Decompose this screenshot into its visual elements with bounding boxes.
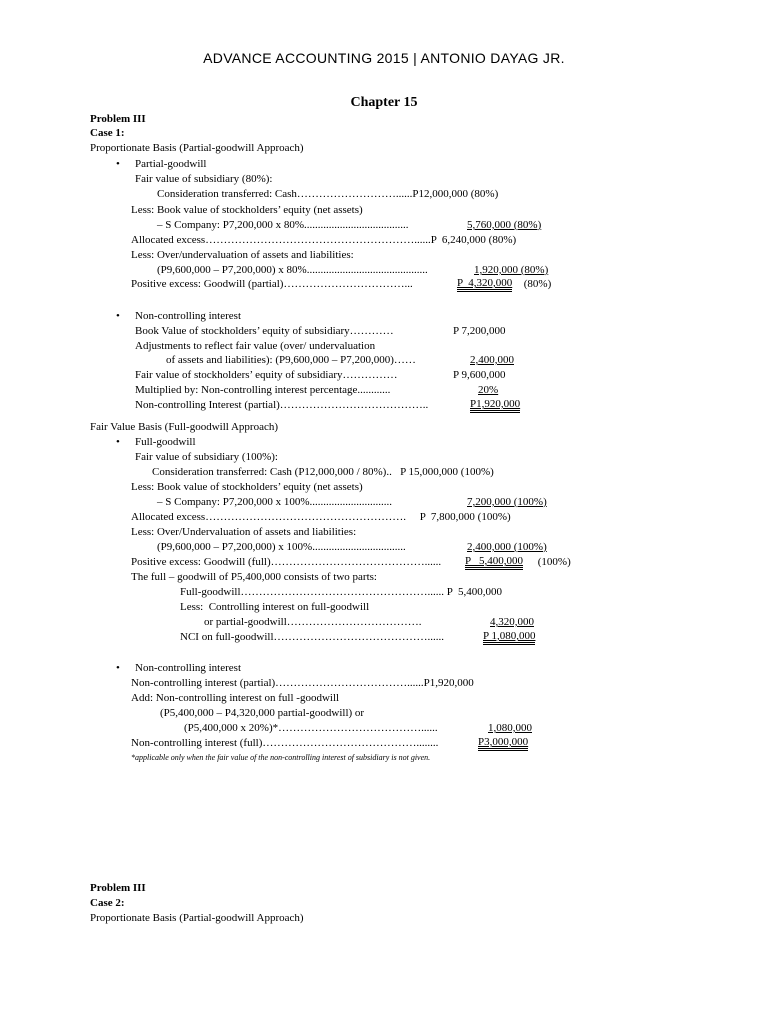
- text-line: Adjustments to reflect fair value (over/ undervaluation: [135, 340, 376, 352]
- amount-value: 1,080,000: [488, 722, 532, 734]
- amount-value: 20%: [478, 384, 499, 396]
- text-line: – S Company: P7,200,000 x 80%......................................: [157, 219, 409, 231]
- text-line: Non-controlling interest (full)……………………………………........: [131, 737, 439, 749]
- total-amount: P 5,400,000: [465, 555, 523, 570]
- case-heading: Case 1:: [90, 127, 125, 139]
- amount-value: P 9,600,000: [453, 369, 506, 381]
- text-line: NCI on full-goodwill……………………………………......: [180, 631, 444, 643]
- text-line: Consideration transferred: Cash (P12,000,000 / 80%).. P 15,000,000 (100%): [152, 466, 494, 478]
- text-line: Allocated excess………………………………………………. P 7,800,000 (100%): [131, 511, 511, 523]
- text-line: Less: Book value of stockholders’ equity (net assets): [131, 481, 363, 493]
- amount-value: 7,200,000 (100%): [467, 496, 547, 508]
- section-heading: Proportionate Basis (Partial-goodwill Approach): [90, 912, 304, 924]
- text-line: Full-goodwill……………………………………………...... P 5,400,000: [180, 586, 502, 598]
- text-line: of assets and liabilities): (P9,600,000 – P7,200,000)……: [166, 354, 416, 366]
- text-line: Positive excess: Goodwill (full)……………………………………......: [131, 556, 442, 568]
- text-line: Less: Book value of stockholders’ equity (net assets): [131, 204, 363, 216]
- text-line: (P5,400,000 – P4,320,000 partial-goodwill) or: [160, 707, 365, 719]
- section-heading: Proportionate Basis (Partial-goodwill Approach): [90, 142, 304, 154]
- chapter-title: Chapter 15: [350, 95, 418, 110]
- text-line: Non-controlling Interest (partial)…………………………………..: [135, 399, 429, 411]
- amount-value: 2,400,000: [470, 354, 514, 366]
- text-line: Allocated excess…………………………………………………......P 6,240,000 (80%): [131, 234, 517, 246]
- amount-value: 2,400,000 (100%): [467, 541, 547, 553]
- text-line: Book Value of stockholders’ equity of subsidiary…………: [135, 325, 394, 337]
- bullet-icon: •: [116, 436, 120, 448]
- text-line: Consideration transferred: Cash………………………......P12,000,000 (80%): [157, 188, 499, 200]
- amount-percent: (80%): [521, 278, 552, 290]
- footnote: *applicable only when the fair value of the non-controlling interest of subsidiary is not given.: [131, 753, 431, 762]
- problem-heading: Problem III: [90, 113, 146, 125]
- text-line: Fair value of stockholders’ equity of subsidiary……………: [135, 369, 398, 381]
- text-line: Less: Controlling interest on full-goodwill: [180, 601, 370, 613]
- section-heading: Fair Value Basis (Full-goodwill Approach): [90, 421, 278, 433]
- subsection-heading: Full-goodwill: [135, 436, 196, 448]
- subsection-heading: Partial-goodwill: [135, 158, 207, 170]
- problem-heading: Problem III: [90, 882, 146, 894]
- text-line: (P5,400,000 x 20%)*…………………………………......: [184, 722, 438, 734]
- total-amount: P 4,320,000: [457, 277, 512, 292]
- bullet-icon: •: [116, 310, 120, 322]
- text-line: Add: Non-controlling interest on full -goodwill: [131, 692, 340, 704]
- amount-value: 5,760,000 (80%): [467, 219, 542, 231]
- subsection-heading: Non-controlling interest: [135, 662, 242, 674]
- amount-value: 1,920,000 (80%): [474, 264, 549, 276]
- text-line: Fair value of subsidiary (80%):: [135, 173, 273, 185]
- text-line: The full – goodwill of P5,400,000 consists of two parts:: [131, 571, 377, 583]
- amount-value: P 7,200,000: [453, 325, 506, 337]
- total-amount: P 1,080,000: [483, 630, 535, 645]
- amount-percent: (100%): [535, 556, 571, 568]
- text-line: (P9,600,000 – P7,200,000) x 100%..................................: [157, 541, 406, 553]
- text-line: Less: Over/undervaluation of assets and liabilities:: [131, 249, 354, 261]
- text-line: – S Company: P7,200,000 x 100%..............................: [157, 496, 392, 508]
- text-line: Fair value of subsidiary (100%):: [135, 451, 278, 463]
- total-amount: P3,000,000: [478, 736, 528, 751]
- total-amount: P1,920,000: [470, 398, 520, 413]
- text-line: Less: Over/Undervaluation of assets and liabilities:: [131, 526, 357, 538]
- text-line: Non-controlling interest (partial)………………………………......P1,920,000: [131, 677, 474, 689]
- text-line: Positive excess: Goodwill (partial)……………………………...: [131, 278, 413, 290]
- page-header: ADVANCE ACCOUNTING 2015 | ANTONIO DAYAG JR.: [203, 50, 565, 66]
- text-line: Multiplied by: Non-controlling interest percentage............: [135, 384, 391, 396]
- subsection-heading: Non-controlling interest: [135, 310, 242, 322]
- bullet-icon: •: [116, 158, 120, 170]
- bullet-icon: •: [116, 662, 120, 674]
- case-heading: Case 2:: [90, 897, 125, 909]
- amount-value: 4,320,000: [490, 616, 534, 628]
- text-line: or partial-goodwill……………………………….: [204, 616, 422, 628]
- text-line: (P9,600,000 – P7,200,000) x 80%............................................: [157, 264, 428, 276]
